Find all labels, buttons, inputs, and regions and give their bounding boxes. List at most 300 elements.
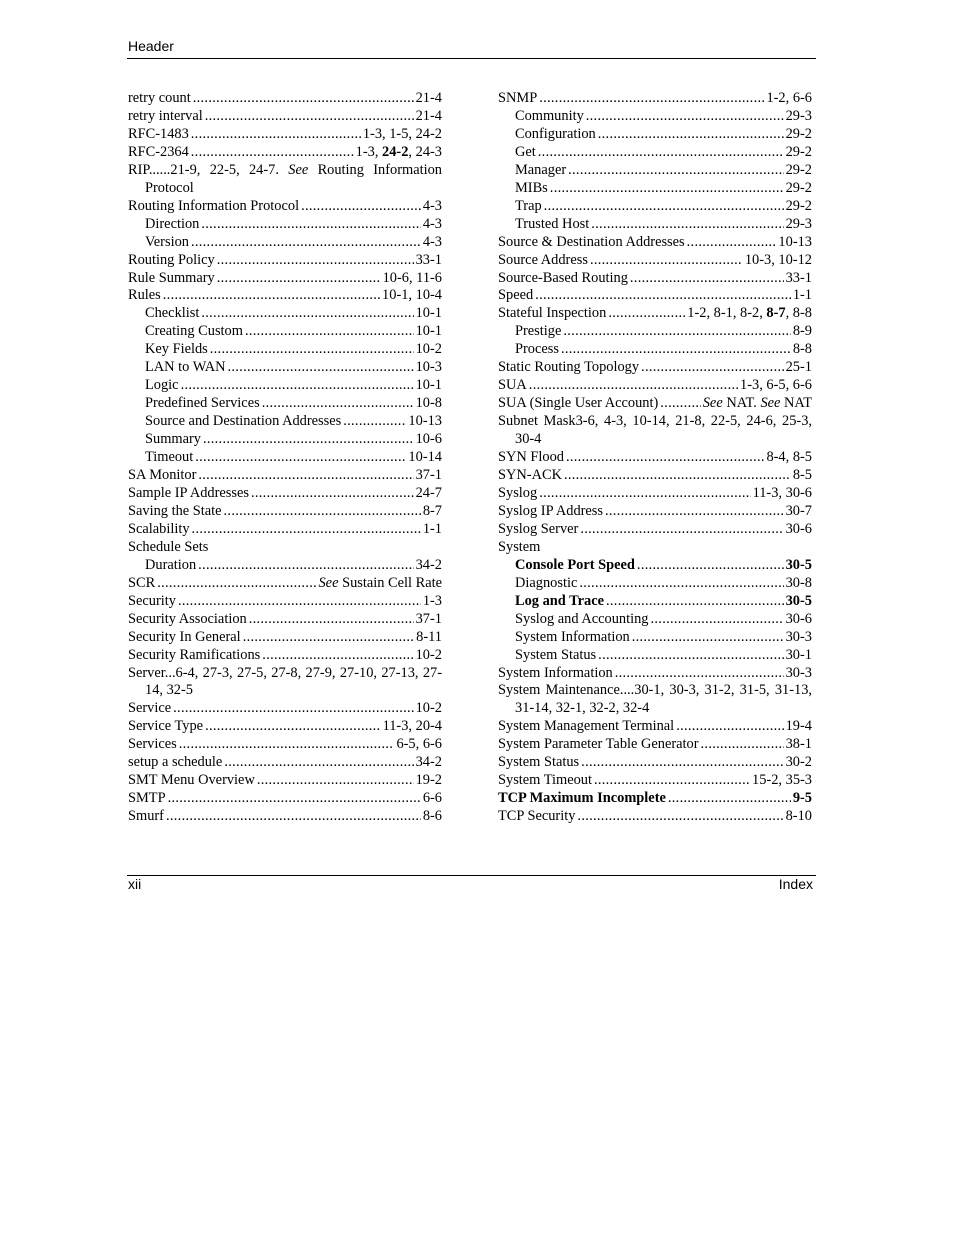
index-pages: 34-2 xyxy=(415,556,442,573)
dot-leader xyxy=(561,341,791,359)
index-entry xyxy=(128,90,442,108)
index-entry xyxy=(128,234,442,252)
dot-leader xyxy=(227,359,413,377)
index-term: Rules xyxy=(128,287,161,304)
index-entry xyxy=(498,144,812,162)
index-pages: 19-4 xyxy=(785,718,812,735)
dot-leader xyxy=(590,252,743,270)
index-entry xyxy=(128,162,442,198)
index-term: System Status xyxy=(498,754,580,771)
dot-leader xyxy=(192,521,421,539)
index-pages: 1-1 xyxy=(792,287,812,304)
index-entry xyxy=(498,808,812,826)
footer-rule xyxy=(127,875,816,876)
index-entry xyxy=(498,557,812,575)
index-pages: 10-1 xyxy=(415,377,442,394)
index-term: MIBs xyxy=(515,179,548,196)
index-term: SUA (Single User Account) xyxy=(498,395,659,412)
index-pages xyxy=(356,144,442,162)
index-pages: 10-6 xyxy=(415,431,442,448)
index-pages: 37-1 xyxy=(415,467,442,484)
page-ref: Sustain Cell Rate xyxy=(338,574,442,591)
index-entry xyxy=(128,341,442,359)
index-term: System Maintenance xyxy=(498,682,620,699)
dot-leader xyxy=(701,736,784,754)
dot-leader xyxy=(343,413,406,431)
page-ref: 1-3, xyxy=(355,143,383,160)
dot-leader xyxy=(606,593,784,611)
dot-leader xyxy=(205,718,381,736)
index-entry xyxy=(498,395,812,413)
dot-leader xyxy=(301,198,421,216)
page-ref: , 24-3 xyxy=(408,143,442,160)
dot-leader xyxy=(687,234,777,252)
index-entry xyxy=(128,736,442,754)
dot-leader xyxy=(191,126,361,144)
index-term: Service xyxy=(128,700,172,717)
index-entry xyxy=(498,736,812,754)
index-pages: 1-1 xyxy=(422,520,442,537)
index-entry xyxy=(498,413,812,449)
see-reference: See xyxy=(702,395,723,412)
index-pages: 30-3 xyxy=(785,664,812,681)
index-pages: 21-4 xyxy=(415,90,442,106)
dot-leader xyxy=(581,754,783,772)
dot-leader xyxy=(615,665,784,683)
index-term: Logic xyxy=(145,377,179,394)
dot-leader xyxy=(201,216,420,234)
index-pages: 10-3, 10-12 xyxy=(744,251,812,268)
index-entry xyxy=(498,647,812,665)
index-entry xyxy=(498,180,812,198)
index-pages: 30-6 xyxy=(785,520,812,537)
index-pages: 1-3, 1-5, 24-2 xyxy=(362,125,442,142)
index-term: setup a schedule xyxy=(128,754,223,771)
index-pages: 30-5 xyxy=(785,556,812,573)
index-entry xyxy=(128,503,442,521)
page-ref: NAT. xyxy=(722,395,761,412)
dot-leader xyxy=(210,341,414,359)
index-entry xyxy=(128,611,442,629)
index-term: SCR xyxy=(128,574,156,591)
index-term: Get xyxy=(515,143,536,160)
index-term: SUA xyxy=(498,377,527,394)
dot-leader xyxy=(245,323,414,341)
index-pages: 8-4, 8-5 xyxy=(766,449,812,466)
index-pages: 37-1 xyxy=(415,610,442,627)
index-entry xyxy=(498,682,812,718)
header-rule xyxy=(127,58,816,59)
index-pages: 10-6, 11-6 xyxy=(382,269,442,286)
section-name: Index xyxy=(778,876,813,892)
index-entry xyxy=(498,126,812,144)
dot-leader xyxy=(262,647,413,665)
index-entry xyxy=(128,700,442,718)
index-term: retry interval xyxy=(128,107,203,124)
index-pages: 25-1 xyxy=(785,359,812,376)
index-pages: 10-2 xyxy=(415,700,442,717)
index-term: Syslog xyxy=(498,484,538,501)
index-entry xyxy=(128,108,442,126)
dot-leader xyxy=(168,790,421,808)
index-pages: 6-5, 6-6 xyxy=(396,736,442,753)
index-term: Stateful Inspection xyxy=(498,305,607,322)
index-entry xyxy=(128,575,442,593)
index-term: Configuration xyxy=(515,125,596,142)
index-pages: 19-2 xyxy=(415,772,442,789)
index-pages: 29-2 xyxy=(785,125,812,142)
index-term: Trusted Host xyxy=(515,215,590,232)
index-pages: 15-2, 35-3 xyxy=(752,772,812,789)
dot-leader xyxy=(249,611,414,629)
index-term: RFC-1483 xyxy=(128,125,189,142)
index-pages: 11-3, 20-4 xyxy=(382,718,442,735)
index-entry xyxy=(498,521,812,539)
index-pages xyxy=(687,305,812,323)
index-term: Version xyxy=(145,233,189,250)
index-term: SYN Flood xyxy=(498,449,564,466)
page-ref-primary: 24-2 xyxy=(382,143,409,160)
dot-leader xyxy=(157,575,316,593)
page-header: Header xyxy=(128,38,174,54)
index-entry xyxy=(128,449,442,467)
index-term: Sample IP Addresses xyxy=(128,484,249,501)
dot-leader xyxy=(198,467,413,485)
index-entry xyxy=(128,629,442,647)
page-ref: 1-2, 8-1, 8-2, xyxy=(687,305,767,322)
index-entry xyxy=(498,772,812,790)
dot-leader xyxy=(566,449,764,467)
index-entry xyxy=(128,287,442,305)
index-pages: 4-3 xyxy=(422,215,442,232)
index-entry xyxy=(128,252,442,270)
index-term: Security Association xyxy=(128,610,247,627)
index-column-left xyxy=(128,90,442,826)
index-pages: 8-7 xyxy=(422,502,442,519)
index-entry xyxy=(128,557,442,575)
index-pages: 30-2 xyxy=(785,754,812,771)
index-entry xyxy=(128,270,442,288)
index-entry xyxy=(498,216,812,234)
dot-leader xyxy=(181,377,414,395)
index-term: Console Port Speed xyxy=(515,556,635,573)
dot-leader xyxy=(243,629,414,647)
dot-leader xyxy=(203,431,414,449)
index-term: SYN-ACK xyxy=(498,467,562,484)
index-entry xyxy=(128,413,442,431)
dot-leader xyxy=(539,485,750,503)
index-pages: 10-2 xyxy=(415,341,442,358)
index-term: TCP Security xyxy=(498,808,576,825)
index-entry xyxy=(128,772,442,790)
index-entry xyxy=(498,162,812,180)
index-pages: 8-5 xyxy=(792,467,812,484)
index-term: Diagnostic xyxy=(515,574,578,591)
index-pages: 30-1 xyxy=(785,646,812,663)
index-pages: 30-5 xyxy=(785,592,812,609)
index-entry xyxy=(498,575,812,593)
index-pages: 30-8 xyxy=(785,574,812,591)
dot-leader xyxy=(178,593,421,611)
index-pages: 29-3 xyxy=(785,107,812,124)
index-entry xyxy=(128,790,442,808)
index-pages: 9-5 xyxy=(792,790,812,807)
index-entry xyxy=(498,270,812,288)
dot-leader xyxy=(193,90,414,108)
index-term: Routing Policy xyxy=(128,251,215,268)
index-pages: ....30-1, 30-3, 31-2, 31-5, 31-13, 31-14, 32-1, 32-2, 32-4 xyxy=(515,682,812,717)
index-term: Manager xyxy=(515,161,567,178)
index-entry xyxy=(128,754,442,772)
index-term: Trap xyxy=(515,197,542,214)
dot-leader xyxy=(632,629,784,647)
index-term: Server xyxy=(128,664,165,681)
index-entry xyxy=(498,323,812,341)
index-term: Source Address xyxy=(498,251,588,268)
index-term: Syslog IP Address xyxy=(498,502,604,519)
index-pages: 10-14 xyxy=(408,449,442,466)
index-pages: 1-2, 6-6 xyxy=(766,90,812,106)
index-entry xyxy=(498,252,812,270)
index-pages: 8-6 xyxy=(422,808,442,825)
index-pages: 29-2 xyxy=(785,143,812,160)
index-term: Service Type xyxy=(128,718,204,735)
index-pages: 8-10 xyxy=(785,808,812,825)
dot-leader xyxy=(173,700,413,718)
dot-leader xyxy=(179,736,395,754)
index-term: System Status xyxy=(515,646,597,663)
index-term: Checklist xyxy=(145,305,200,322)
index-term: System Parameter Table Generator xyxy=(498,736,699,753)
index-entry xyxy=(498,108,812,126)
index-pages: 10-1 xyxy=(415,305,442,322)
index-term: Schedule Sets xyxy=(128,538,209,555)
index-term: System Timeout xyxy=(498,772,592,789)
index-term: Predefined Services xyxy=(145,395,260,412)
page-ref: NAT xyxy=(780,395,812,412)
index-pages: ......21-9, 22-5, 24-7. xyxy=(148,161,289,178)
dot-leader xyxy=(538,144,784,162)
index-term: TCP Maximum Incomplete xyxy=(498,790,666,807)
index-pages: 4-3 xyxy=(422,197,442,214)
index-entry xyxy=(128,216,442,234)
index-term: Services xyxy=(128,736,177,753)
index-pages: 4-3 xyxy=(422,233,442,250)
dot-leader xyxy=(529,377,738,395)
dot-leader xyxy=(563,323,790,341)
index-pages: 1-3 xyxy=(422,592,442,609)
index-term: Direction xyxy=(145,215,200,232)
dot-leader xyxy=(262,395,414,413)
index-term: Prestige xyxy=(515,323,562,340)
index-term: Source & Destination Addresses xyxy=(498,233,685,250)
index-pages: 10-1 xyxy=(415,323,442,340)
index-entry xyxy=(498,234,812,252)
index-term: Smurf xyxy=(128,808,164,825)
index-term: Security In General xyxy=(128,628,241,645)
dot-leader xyxy=(577,808,783,826)
index-term: SNMP xyxy=(498,90,538,106)
dot-leader xyxy=(586,108,784,126)
index-entry xyxy=(128,144,442,162)
dot-leader xyxy=(191,144,354,162)
dot-leader xyxy=(191,234,421,252)
index-column-right xyxy=(498,90,812,826)
index-entry xyxy=(128,198,442,216)
dot-leader xyxy=(608,305,685,323)
dot-leader xyxy=(660,395,700,413)
index-entry xyxy=(498,341,812,359)
index-term: Timeout xyxy=(145,449,194,466)
index-pages: 33-1 xyxy=(415,251,442,268)
index-entry xyxy=(128,323,442,341)
index-pages: 10-3 xyxy=(415,359,442,376)
dot-leader xyxy=(580,521,783,539)
index-pages: 8-11 xyxy=(416,628,442,645)
index-term: Speed xyxy=(498,287,534,304)
index-term: retry count xyxy=(128,90,191,106)
dot-leader xyxy=(535,287,791,305)
dot-leader xyxy=(224,503,421,521)
index-entry xyxy=(498,359,812,377)
page-number: xii xyxy=(128,876,142,892)
index-entry xyxy=(498,718,812,736)
dot-leader xyxy=(676,718,783,736)
index-pages: Routing Information Protocol xyxy=(145,161,442,196)
index-pages: 34-2 xyxy=(415,754,442,771)
index-entry xyxy=(498,198,812,216)
index-pages: 29-2 xyxy=(785,179,812,196)
index-pages: 30-6 xyxy=(785,610,812,627)
index-entry xyxy=(498,754,812,772)
index-term: Log and Trace xyxy=(515,592,605,609)
index-entry xyxy=(128,377,442,395)
index-pages: 8-9 xyxy=(792,323,812,340)
index-pages: 10-2 xyxy=(415,646,442,663)
index-pages: 3-6, 4-3, 10-14, 21-8, 22-5, 24-6, 25-3, 30-4 xyxy=(515,413,812,448)
dot-leader xyxy=(198,557,413,575)
index-entry xyxy=(498,305,812,323)
dot-leader xyxy=(224,754,413,772)
dot-leader xyxy=(217,270,381,288)
index-term: System xyxy=(498,538,541,555)
page-ref: , 8-8 xyxy=(785,305,812,322)
index-term: Rule Summary xyxy=(128,269,215,286)
dot-leader xyxy=(217,252,414,270)
index-entry xyxy=(498,503,812,521)
see-reference: See xyxy=(318,574,339,591)
see-reference: See xyxy=(288,161,309,178)
dot-leader xyxy=(651,611,784,629)
index-pages: 6-6 xyxy=(422,790,442,807)
index-term: System Information xyxy=(498,664,613,681)
index-term: System Management Terminal xyxy=(498,718,675,735)
see-reference: See xyxy=(760,395,781,412)
dot-leader xyxy=(579,575,783,593)
index-entry xyxy=(128,647,442,665)
index-pages: 30-7 xyxy=(785,502,812,519)
index-entry xyxy=(498,485,812,503)
index-pages: 10-13 xyxy=(778,233,812,250)
index-term: Static Routing Topology xyxy=(498,359,640,376)
index-term: Key Fields xyxy=(145,341,208,358)
index-pages: ...6-4, 27-3, 27-5, 27-8, 27-9, 27-10, 27-13, 27-14, 32-5 xyxy=(145,664,442,699)
index-term: SA Monitor xyxy=(128,467,197,484)
index-entry xyxy=(128,305,442,323)
index-term: Community xyxy=(515,107,584,124)
index-entry xyxy=(498,467,812,485)
index-entry xyxy=(128,593,442,611)
index-pages: 1-3, 6-5, 6-6 xyxy=(740,377,812,394)
index-entry xyxy=(128,718,442,736)
index-heading xyxy=(128,539,442,557)
index-pages xyxy=(703,395,812,413)
index-pages: 24-7 xyxy=(415,484,442,501)
dot-leader xyxy=(544,198,784,216)
dot-leader xyxy=(257,772,414,790)
index-entry xyxy=(498,377,812,395)
index-term: Saving the State xyxy=(128,502,222,519)
index-entry xyxy=(128,126,442,144)
index-entry xyxy=(128,485,442,503)
index-term: Summary xyxy=(145,431,201,448)
index-term: LAN to WAN xyxy=(145,359,226,376)
index-term: SMTP xyxy=(128,790,166,807)
index-term: Security xyxy=(128,592,176,609)
index-heading xyxy=(498,539,812,557)
index-entry xyxy=(498,611,812,629)
index-term: RIP xyxy=(128,161,149,178)
index-entry xyxy=(128,665,442,701)
index-pages: 29-2 xyxy=(785,197,812,214)
index-term: Syslog Server xyxy=(498,520,579,537)
dot-leader xyxy=(591,216,783,234)
dot-leader xyxy=(166,808,421,826)
index-pages: 10-8 xyxy=(415,395,442,412)
index-term: Syslog and Accounting xyxy=(515,610,649,627)
page-ref-primary: 8-7 xyxy=(766,305,786,322)
index-entry xyxy=(128,395,442,413)
index-term: Duration xyxy=(145,556,197,573)
index-pages: 11-3, 30-6 xyxy=(752,484,812,501)
index-term: Subnet Mask xyxy=(498,413,576,430)
index-pages: 10-13 xyxy=(408,413,442,430)
index-entry xyxy=(498,287,812,305)
dot-leader xyxy=(195,449,406,467)
index-entry xyxy=(498,449,812,467)
dot-leader xyxy=(637,557,784,575)
index-term: System Information xyxy=(515,628,630,645)
index-entry xyxy=(128,808,442,826)
index-pages: 21-4 xyxy=(415,107,442,124)
index-term: Source-Based Routing xyxy=(498,269,628,286)
dot-leader xyxy=(598,126,784,144)
index-term: Security Ramifications xyxy=(128,646,261,663)
dot-leader xyxy=(630,270,784,288)
index-entry xyxy=(128,521,442,539)
dot-leader xyxy=(568,162,783,180)
index-term: Scalability xyxy=(128,520,190,537)
dot-leader xyxy=(598,647,783,665)
dot-leader xyxy=(205,108,414,126)
dot-leader xyxy=(605,503,784,521)
index-pages: 33-1 xyxy=(785,269,812,286)
dot-leader xyxy=(251,485,414,503)
index-entry xyxy=(498,629,812,647)
index-entry xyxy=(128,431,442,449)
index-pages: 30-3 xyxy=(785,628,812,645)
dot-leader xyxy=(539,90,764,108)
